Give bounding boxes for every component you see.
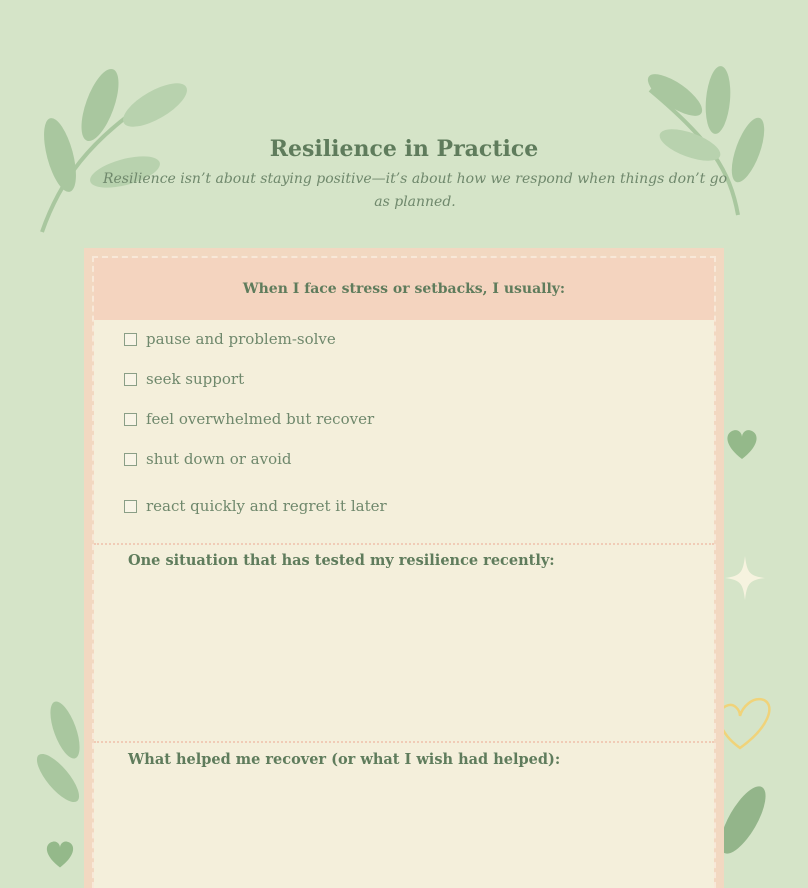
card-heading: When I face stress or setbacks, I usually:: [94, 258, 714, 320]
option-label: shut down or avoid: [146, 450, 292, 468]
page-subtitle: Resilience isn’t about staying positive—it’s about how we respond when things don’t go as planned.: [102, 171, 728, 210]
recovery-answer-area[interactable]: [124, 780, 684, 880]
heart-icon: [42, 836, 78, 872]
checkbox-icon[interactable]: [124, 500, 137, 513]
heart-icon: [722, 425, 762, 463]
section-divider: [94, 543, 714, 545]
leaf-bottom-right: [715, 780, 775, 870]
sparkle-icon: [725, 556, 765, 600]
situation-answer-area[interactable]: [124, 580, 684, 730]
option-pause-problem-solve[interactable]: [124, 330, 336, 348]
page-title: Resilience in Practice: [269, 136, 539, 162]
prompt-recovery: What helped me recover (or what I wish had helped):: [128, 751, 561, 768]
checkbox-icon[interactable]: [124, 333, 137, 346]
option-label: react quickly and regret it later: [146, 497, 387, 515]
option-label: pause and problem-solve: [146, 330, 336, 348]
option-seek-support[interactable]: [124, 370, 244, 388]
checkbox-icon[interactable]: [124, 453, 137, 466]
option-shut-down[interactable]: [124, 450, 292, 468]
checkbox-icon[interactable]: [124, 413, 137, 426]
card-body: [94, 320, 714, 888]
option-react-quickly[interactable]: [124, 497, 387, 515]
section-divider: [94, 741, 714, 743]
worksheet-card: [84, 248, 724, 888]
option-feel-overwhelmed[interactable]: [124, 410, 374, 428]
prompt-situation: One situation that has tested my resilience recently:: [128, 552, 555, 569]
checkbox-icon[interactable]: [124, 373, 137, 386]
option-label: feel overwhelmed but recover: [146, 410, 375, 428]
option-label: seek support: [146, 370, 245, 388]
worksheet-card-inner: [92, 256, 716, 888]
